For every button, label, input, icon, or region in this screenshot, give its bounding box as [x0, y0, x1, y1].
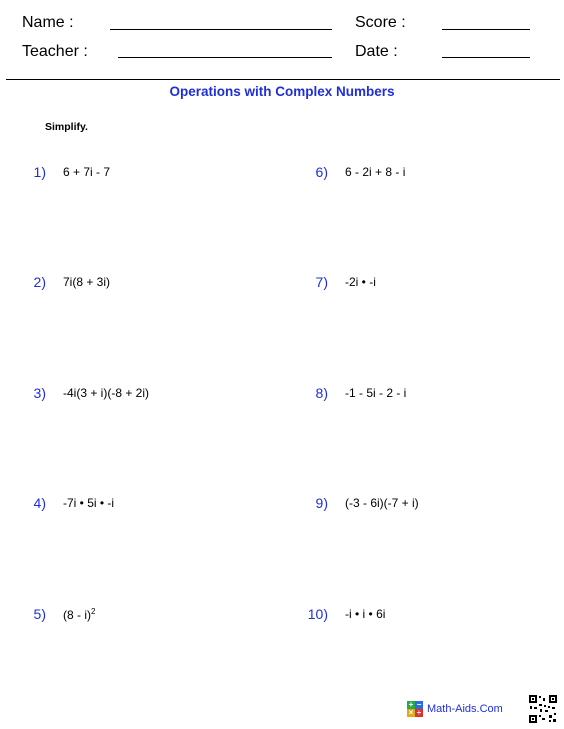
- problem-number: 3): [33, 385, 46, 401]
- problem-expression: -i • i • 6i: [345, 607, 386, 621]
- date-line[interactable]: [442, 57, 530, 58]
- teacher-line[interactable]: [118, 57, 332, 58]
- instructions: Simplify.: [45, 121, 88, 133]
- problem-expression: -1 - 5i - 2 - i: [345, 386, 407, 400]
- header-divider: [6, 79, 560, 80]
- math-aids-logo-icon: + − × ÷: [408, 700, 422, 717]
- footer-brand[interactable]: [407, 701, 503, 717]
- name-line[interactable]: [110, 29, 332, 30]
- problem-number: 1): [33, 164, 46, 180]
- problem-number: 5): [33, 606, 46, 622]
- problem-expression: 7i(8 + 3i): [63, 275, 111, 289]
- problem-number: 6): [315, 164, 328, 180]
- problem-expression: (-3 - 6i)(-7 + i): [345, 496, 419, 510]
- teacher-label: Teacher :: [22, 43, 88, 60]
- name-label: Name :: [22, 14, 74, 31]
- problem-expression: 6 - 2i + 8 - i: [345, 165, 406, 179]
- score-line[interactable]: [442, 29, 530, 30]
- problem-expression: [63, 607, 95, 622]
- score-label: Score :: [355, 14, 406, 31]
- problem-number: 4): [33, 495, 46, 511]
- problem-expression: -7i • 5i • -i: [63, 496, 115, 510]
- problem-expression: -2i • -i: [345, 275, 376, 289]
- expression-exponent: 2: [91, 607, 96, 616]
- date-label: Date :: [355, 43, 398, 60]
- problem-number: 10): [307, 606, 328, 622]
- problem-expression: -4i(3 + i)(-8 + 2i): [63, 386, 150, 400]
- expression-base: (8 - i): [63, 608, 91, 622]
- brand-text[interactable]: Math-Aids.Com: [427, 703, 503, 715]
- problem-number: 2): [33, 274, 46, 290]
- problem-number: 9): [315, 495, 328, 511]
- problem-number: 7): [315, 274, 328, 290]
- problem-expression: 6 + 7i - 7: [63, 165, 111, 179]
- worksheet-title: Operations with Complex Numbers: [169, 84, 395, 99]
- qr-code-icon: [529, 695, 557, 723]
- problem-number: 8): [315, 385, 328, 401]
